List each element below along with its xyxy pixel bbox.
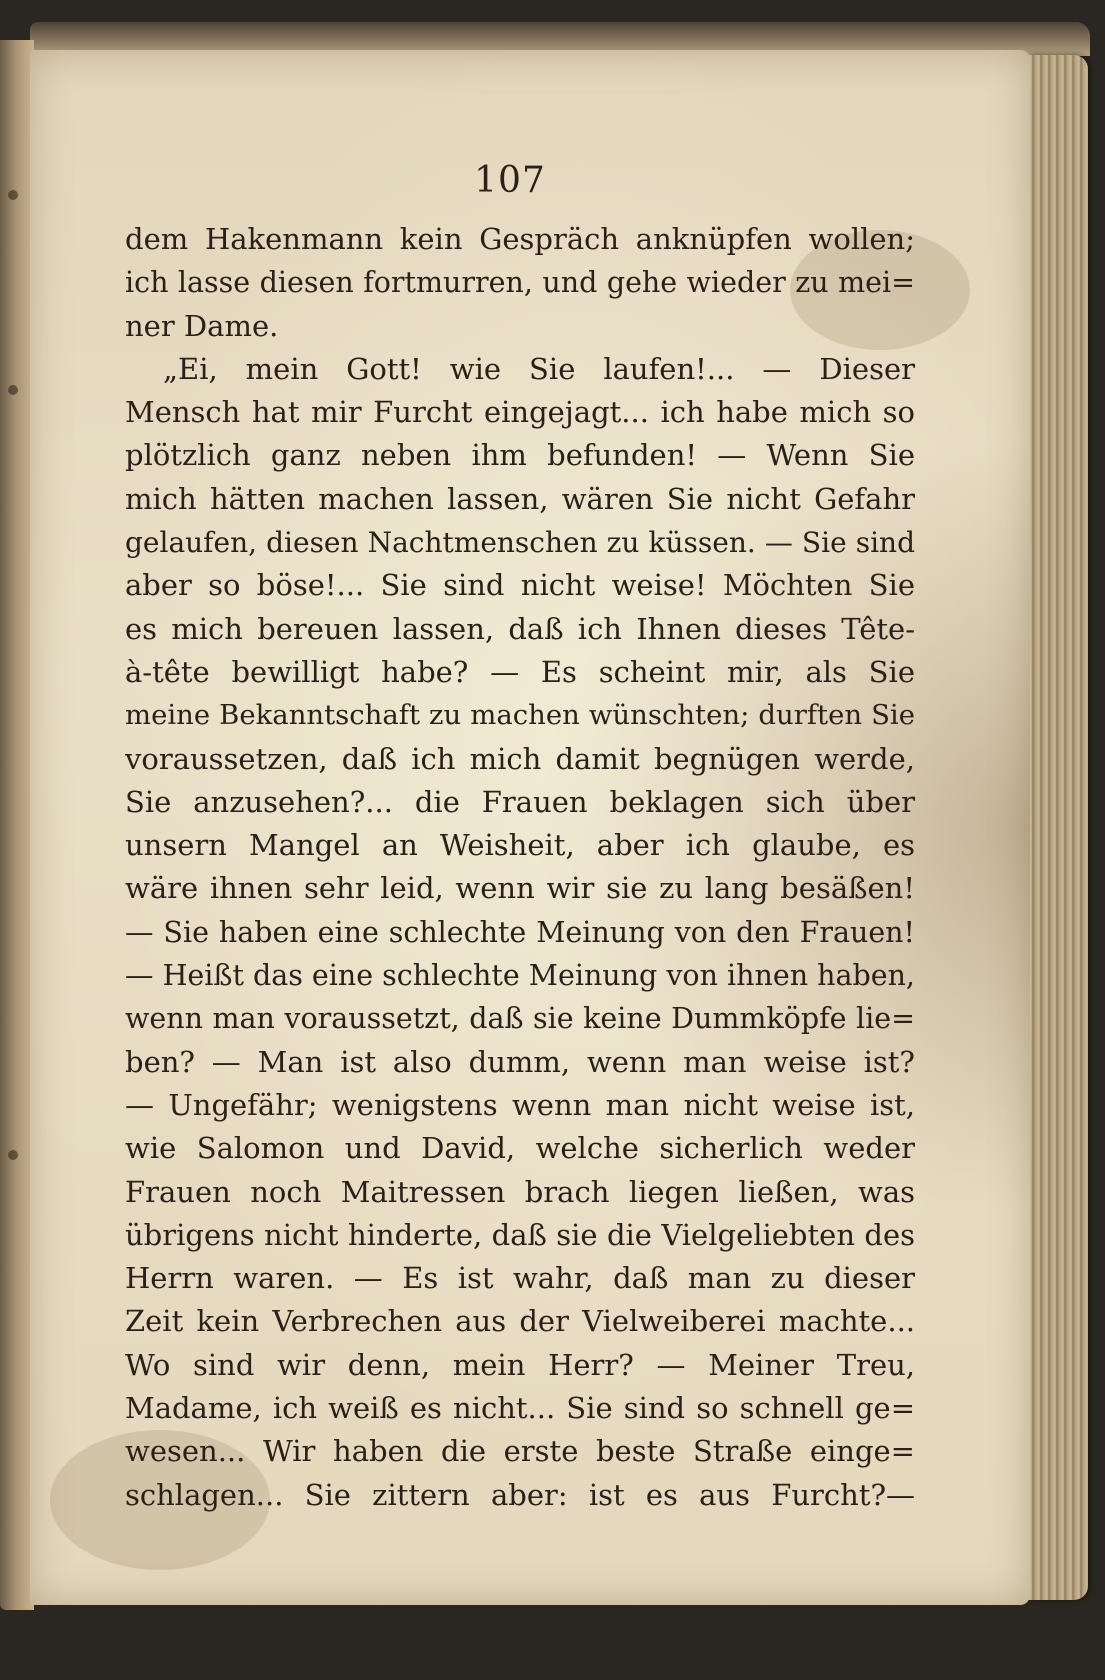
text-line: dem Hakenmann kein Gespräch anknüpfen wollen; <box>125 222 915 256</box>
text-line: wäre ihnen sehr leid, wenn wir sie zu lang besäßen! <box>125 871 915 906</box>
text-line: Wo sind wir denn, mein Herr? — Meiner Treu, <box>125 1347 915 1382</box>
text-line: plötzlich ganz neben ihm befunden! — Wenn Sie <box>125 438 915 473</box>
text-line: Madame, ich weiß es nicht... Sie sind so schnell ge= <box>125 1391 915 1426</box>
text-line: unsern Mangel an Weisheit, aber ich glaube, es <box>125 828 915 863</box>
text-line: übrigens nicht hinderte, daß sie die Vielgeliebten des <box>125 1217 915 1252</box>
margin-mark <box>8 1150 18 1160</box>
text-line: Sie anzusehen?... die Frauen beklagen sich über <box>125 784 915 819</box>
text-line: „Ei, mein Gott! wie Sie laufen!... — Dieser <box>163 351 915 386</box>
text-line: à-tête bewilligt habe? — Es scheint mir, als Sie <box>125 654 915 689</box>
text-line: es mich bereuen lassen, daß ich Ihnen dieses Tête- <box>125 611 915 646</box>
text-line: wie Salomon und David, welche sicherlich weder <box>125 1131 915 1166</box>
text-line: Frauen noch Maitressen brach liegen ließen, was <box>125 1174 915 1209</box>
text-line: ner Dame. <box>125 308 279 343</box>
left-page-edge <box>0 40 34 1610</box>
text-line: gelaufen, diesen Nachtmenschen zu küssen. — Sie sind <box>125 526 915 560</box>
margin-mark <box>8 190 18 200</box>
text-line: schlagen... Sie zittern aber: ist es aus Furcht?— <box>125 1477 915 1512</box>
book-page <box>30 50 1030 1605</box>
text-line: ich lasse diesen fortmurren, und gehe wieder zu mei= <box>125 266 915 300</box>
text-line: mich hätten machen lassen, wären Sie nicht Gefahr <box>125 481 915 516</box>
page-number: 107 <box>474 160 546 201</box>
text-line: ben? — Man ist also dumm, wenn man weise ist? <box>125 1044 915 1079</box>
page-fore-edge <box>1028 55 1088 1600</box>
text-line: — Heißt das eine schlechte Meinung von ihnen haben, <box>125 959 915 993</box>
margin-mark <box>8 385 18 395</box>
text-line: meine Bekanntschaft zu machen wünschten; durften Sie <box>125 699 915 732</box>
text-line: voraussetzen, daß ich mich damit begnügen werde, <box>125 741 915 776</box>
page-text <box>125 218 915 1517</box>
text-line: Mensch hat mir Furcht eingejagt... ich habe mich so <box>125 395 915 430</box>
text-line: Herrn waren. — Es ist wahr, daß man zu dieser <box>125 1261 915 1296</box>
text-line: wesen... Wir haben die erste beste Straße einge= <box>125 1434 915 1469</box>
text-line: aber so böse!... Sie sind nicht weise! Möchten Sie <box>125 568 915 603</box>
text-line: — Sie haben eine schlechte Meinung von den Frauen! <box>125 915 915 949</box>
text-line: — Ungefähr; wenigstens wenn man nicht weise ist, <box>125 1087 915 1122</box>
text-line: Zeit kein Verbrechen aus der Vielweiberei machte... <box>125 1304 915 1339</box>
text-line: wenn man voraussetzt, daß sie keine Dummköpfe lie= <box>125 1002 915 1036</box>
